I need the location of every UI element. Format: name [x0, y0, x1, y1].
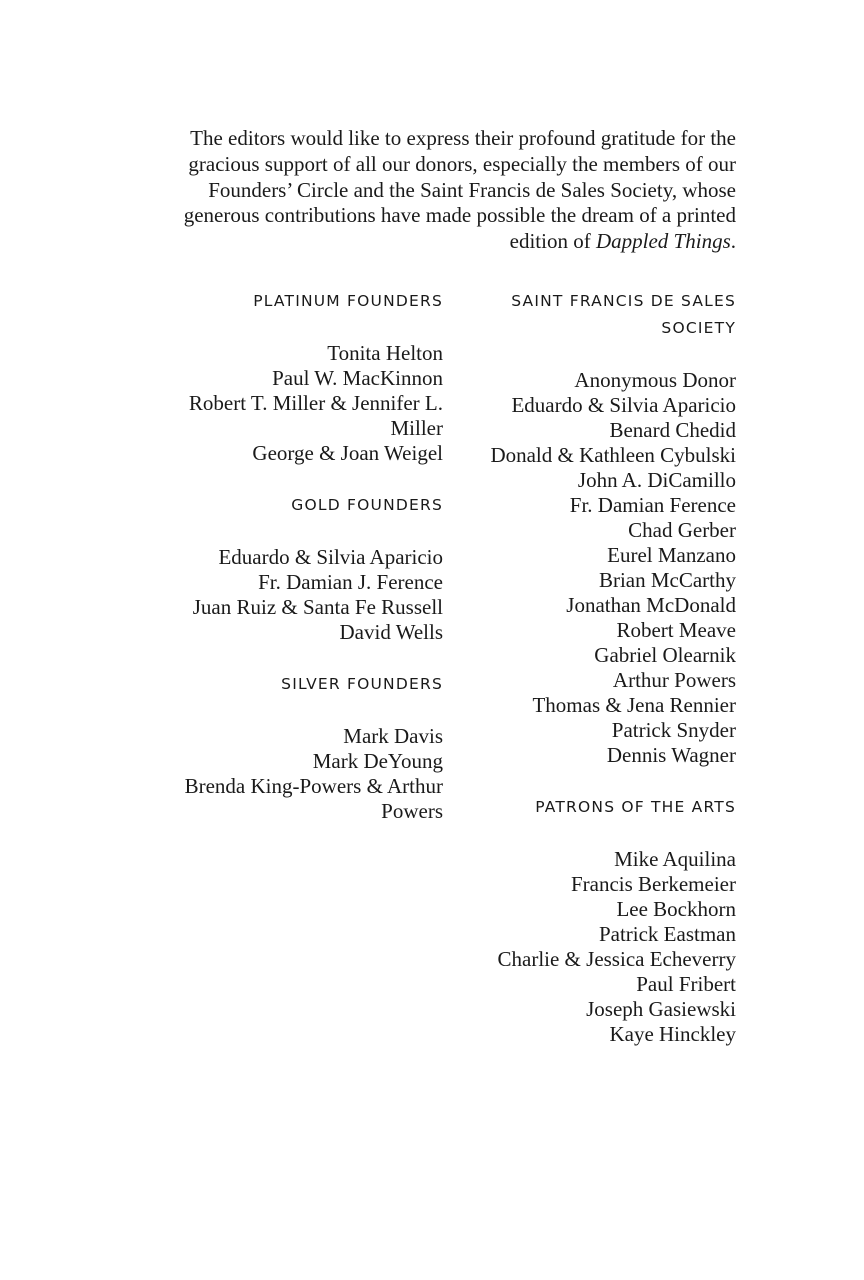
donor-name: Patrick Eastman [598, 922, 736, 946]
donor-list [150, 341, 443, 466]
patrons-section [455, 794, 736, 1047]
intro-paragraph [150, 126, 736, 255]
donor-name: Eduardo & Silvia Aparicio [218, 545, 443, 569]
donor-name: Brenda King-Powers & Arthur Powers [184, 774, 443, 823]
donor-name: Joseph Gasiewski [586, 997, 736, 1021]
donor-list [455, 847, 736, 1047]
donor-list [455, 368, 736, 768]
left-donor-column [150, 288, 443, 824]
sales-society-section [455, 288, 736, 768]
intro-text: The editors would like to express their profound gratitude for the gracious support of all our donors, especially the members of our Founders’ Circle and the Saint Francis de Sales Society, whose generous contributions have made possible the dream of a printed edition of [183, 126, 736, 254]
donor-name: Fr. Damian Ference [569, 493, 736, 517]
donor-name: Thomas & Jena Rennier [532, 693, 736, 717]
donor-name: Mark Davis [343, 724, 443, 748]
donor-name: Eduardo & Silvia Aparicio [511, 393, 736, 417]
donor-name: Mark DeYoung [312, 749, 443, 773]
donor-list [150, 724, 443, 824]
gold-founders-section [150, 492, 443, 645]
donor-name: Paul W. MacKinnon [272, 366, 443, 390]
donor-name: Paul Fribert [636, 972, 736, 996]
donor-name: Charlie & Jessica Echeverry [497, 947, 736, 971]
donor-name: Anonymous Donor [574, 368, 736, 392]
donor-name: Jonathan McDonald [566, 593, 736, 617]
donor-name: Fr. Damian J. Ference [258, 570, 443, 594]
donor-name: Arthur Powers [612, 668, 736, 692]
section-heading: PATRONS OF THE ARTS [535, 798, 736, 816]
donor-name: Chad Gerber [628, 518, 736, 542]
donor-name: Tonita Helton [327, 341, 443, 365]
right-donor-column [455, 288, 736, 1047]
donor-name: George & Joan Weigel [252, 441, 443, 465]
donor-name: Juan Ruiz & Santa Fe Russell [192, 595, 443, 619]
platinum-founders-section [150, 288, 443, 466]
section-heading: SAINT FRANCIS DE SALES SOCIETY [511, 292, 736, 337]
donor-name: Brian McCarthy [598, 568, 736, 592]
section-heading: GOLD FOUNDERS [291, 496, 443, 514]
donor-name: Lee Bockhorn [616, 897, 736, 921]
donor-name: Robert Meave [616, 618, 736, 642]
donor-name: Benard Chedid [609, 418, 736, 442]
donor-name: Donald & Kathleen Cybulski [490, 443, 736, 467]
silver-founders-section [150, 671, 443, 824]
donor-name: David Wells [339, 620, 443, 644]
section-heading: PLATINUM FOUNDERS [253, 292, 443, 310]
publication-title: Dappled Things [595, 229, 731, 254]
donor-name: Francis Berkemeier [570, 872, 736, 896]
donor-list [150, 545, 443, 645]
section-heading: SILVER FOUNDERS [281, 675, 443, 693]
donor-name: Robert T. Miller & Jennifer L. Miller [188, 391, 443, 440]
intro-text-end: . [730, 229, 736, 254]
donor-name: Kaye Hinckley [609, 1022, 736, 1046]
donor-name: Gabriel Olearnik [594, 643, 736, 667]
donor-name: Eurel Manzano [607, 543, 736, 567]
donor-name: Mike Aquilina [614, 847, 736, 871]
donor-name: John A. DiCamillo [577, 468, 736, 492]
donor-name: Dennis Wagner [606, 743, 736, 767]
donor-name: Patrick Snyder [611, 718, 736, 742]
